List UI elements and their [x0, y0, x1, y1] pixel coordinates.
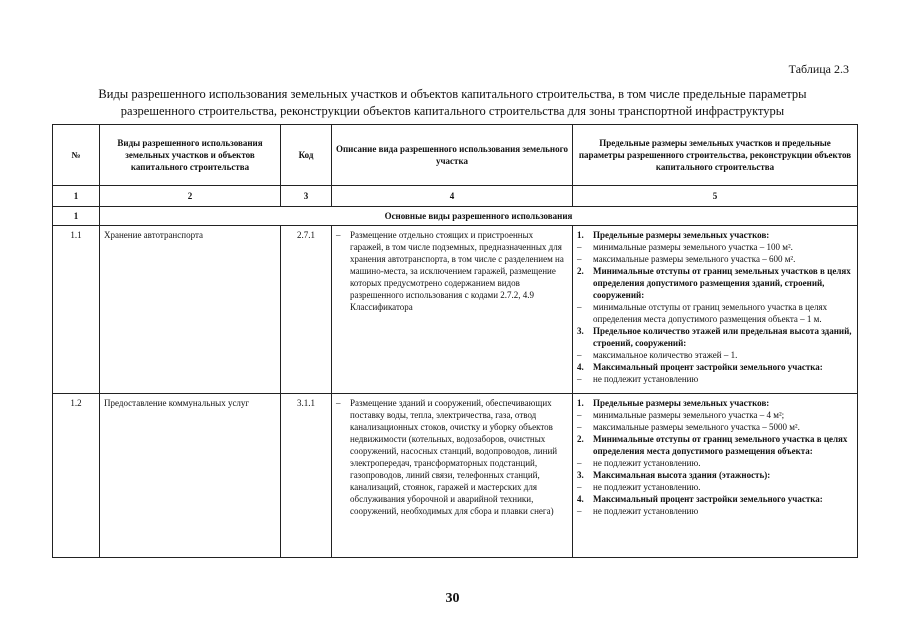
limit-text: Максимальный процент застройки земельного участка:	[593, 362, 823, 372]
description-text: Размещение зданий и сооружений, обеспечивающих поставку воды, тепла, электричества, газа, отвод канализационных стоков, очистку и уборку объектов недвижимости (котельных, водозаборов, очистных сооружений, насосных станций, водопроводов, линий электропередач, трансформаторных подстанций, газопроводов, линий связи, телефонных станций, канализаций, стоянок, гаражей и мастерских для обслуживания уборочной и аварийной техники, сооружений, необходимых для сбора и плавки снега)	[350, 398, 558, 516]
limit-item	[577, 505, 853, 517]
limits-list	[577, 229, 853, 385]
limit-text: Предельные размеры земельных участков:	[593, 398, 770, 408]
limit-heading	[577, 397, 853, 409]
limit-item	[577, 373, 853, 385]
limit-heading	[577, 433, 853, 457]
limit-marker: 1.	[577, 230, 584, 240]
description-dash: –	[336, 230, 341, 240]
row-description	[332, 394, 573, 558]
column-numbers-row	[53, 186, 858, 207]
section-title: Основные виды разрешенного использования	[100, 207, 858, 226]
table-row	[53, 394, 858, 558]
limit-text: не подлежит установлению	[593, 374, 699, 384]
title-line-1: Виды разрешенного использования земельных участков и объектов капитального строительства, в том числе предельные параметры	[98, 87, 807, 101]
limit-marker: 3.	[577, 326, 584, 336]
row-description	[332, 226, 573, 394]
limit-heading	[577, 361, 853, 373]
table-row	[53, 226, 858, 394]
limit-marker: –	[577, 506, 582, 516]
limit-heading	[577, 493, 853, 505]
row-use-type: Предоставление коммунальных услуг	[100, 394, 281, 558]
row-limits	[573, 394, 858, 558]
limit-text: Минимальные отступы от границ земельных участков в целях определения допустимого размещения зданий, строений, сооружений:	[593, 266, 851, 300]
limit-marker: 3.	[577, 470, 584, 480]
column-number: 3	[281, 186, 332, 207]
limit-marker: 4.	[577, 362, 584, 372]
limit-heading	[577, 229, 853, 241]
description-text: Размещение отдельно стоящих и пристроенных гаражей, в том числе подземных, предназначенных для хранения автотранспорта, в том числе с разделением на машино-места, за исключением гаражей, размещение которых предусмотрено содержанием видов разрешенного использования с кодами 2.7.2, 4.9 Классификатора	[350, 230, 564, 312]
header-types: Виды разрешенного использования земельных участков и объектов капитального строительства	[100, 125, 281, 186]
limit-text: максимальные размеры земельного участка – 600 м².	[593, 254, 796, 264]
limit-marker: –	[577, 458, 582, 468]
limit-text: Максимальный процент застройки земельного участка:	[593, 494, 823, 504]
limit-heading	[577, 265, 853, 301]
column-number: 1	[53, 186, 100, 207]
land-use-table	[52, 124, 858, 558]
limit-marker: –	[577, 254, 582, 264]
limit-marker: –	[577, 410, 582, 420]
limit-marker: –	[577, 422, 582, 432]
section-number: 1	[53, 207, 100, 226]
limit-text: минимальные размеры земельного участка – 4 м²;	[593, 410, 785, 420]
row-number: 1.2	[53, 394, 100, 558]
limit-marker: –	[577, 374, 582, 384]
limit-text: максимальное количество этажей – 1.	[593, 350, 738, 360]
limit-marker: –	[577, 350, 582, 360]
limit-item	[577, 301, 853, 325]
row-number: 1.1	[53, 226, 100, 394]
limit-item	[577, 241, 853, 253]
description-dash: –	[336, 398, 341, 408]
page-number: 30	[445, 591, 460, 606]
limit-item	[577, 457, 853, 469]
limit-text: не подлежит установлению	[593, 506, 699, 516]
limit-heading	[577, 469, 853, 481]
header-code: Код	[281, 125, 332, 186]
limit-marker: –	[577, 302, 582, 312]
row-code: 2.7.1	[281, 226, 332, 394]
limit-item	[577, 409, 853, 421]
limit-text: Минимальные отступы от границ земельного участка в целях определения места допустимого размещения объекта:	[593, 434, 848, 456]
limit-marker: –	[577, 482, 582, 492]
limit-marker: –	[577, 242, 582, 252]
limit-text: Предельное количество этажей или предельная высота зданий, строений, сооружений:	[593, 326, 852, 348]
column-number: 2	[100, 186, 281, 207]
column-number: 5	[573, 186, 858, 207]
header-description: Описание вида разрешенного использования земельного участка	[332, 125, 573, 186]
limit-item	[577, 349, 853, 361]
limit-text: минимальные отступы от границ земельного участка в целях определения места допустимого размещения объекта – 1 м.	[593, 302, 828, 324]
limit-text: не подлежит установлению.	[593, 458, 701, 468]
limits-list	[577, 397, 853, 517]
limit-text: Максимальная высота здания (этажность):	[593, 470, 771, 480]
limit-marker: 4.	[577, 494, 584, 504]
limit-text: не подлежит установлению.	[593, 482, 701, 492]
row-limits	[573, 226, 858, 394]
limit-text: максимальные размеры земельного участка – 5000 м².	[593, 422, 800, 432]
limit-item	[577, 421, 853, 433]
limit-item	[577, 253, 853, 265]
limit-item	[577, 481, 853, 493]
column-number: 4	[332, 186, 573, 207]
section-row	[53, 207, 858, 226]
header-num: №	[53, 125, 100, 186]
limit-marker: 2.	[577, 266, 584, 276]
limit-marker: 1.	[577, 398, 584, 408]
title-line-2: разрешенного строительства, реконструкции объектов капитального строительства для зоны транспортной инфраструктуры	[120, 104, 785, 118]
document-title	[40, 86, 865, 120]
limit-text: минимальные размеры земельного участка – 100 м².	[593, 242, 793, 252]
table-label: Таблица 2.3	[788, 62, 849, 76]
limit-marker: 2.	[577, 434, 584, 444]
row-code: 3.1.1	[281, 394, 332, 558]
table-header-row	[53, 125, 858, 186]
header-limits: Предельные размеры земельных участков и предельные параметры разрешенного строительства, реконструкции объектов капитального строительства	[573, 125, 858, 186]
limit-text: Предельные размеры земельных участков:	[593, 230, 770, 240]
limit-heading	[577, 325, 853, 349]
row-use-type: Хранение автотранспорта	[100, 226, 281, 394]
